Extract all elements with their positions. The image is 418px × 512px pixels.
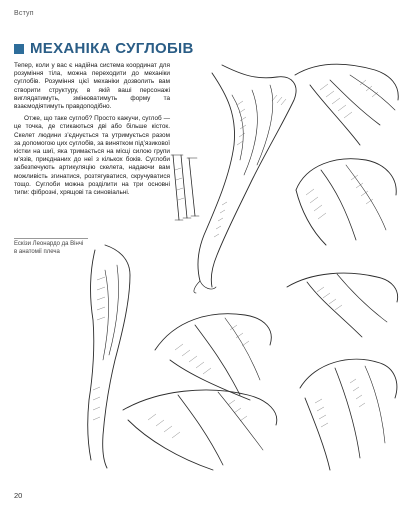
running-head: Вступ (14, 10, 34, 17)
title-row (14, 40, 194, 57)
title-square-marker (14, 44, 24, 54)
paragraph-1: Тепер, коли у вас є надійна система координат для розуміння тіла, можна переходити до механіки суглобів. Розуміння цієї механіки дозволить вам створити структуру, в якій ваші персонажі виглядатимуть, змінюватимуть форму та взаємодіятимуть правдоподібно. (14, 62, 170, 111)
page-title: МЕХАНІКА СУГЛОБІВ (30, 40, 194, 57)
sketch-shoulder-bottom-center (118, 380, 288, 475)
sketch-shoulder-top-right (290, 55, 405, 150)
sketch-small-bones (165, 150, 205, 230)
figure-caption: Ескізи Леонардо да Вінчі в анатомії плеча (14, 238, 88, 256)
body-text (14, 62, 170, 201)
sketch-shoulder-right-middle (282, 262, 404, 342)
sketch-shoulder-bottom-right (290, 348, 402, 473)
page-number: 20 (14, 491, 23, 500)
paragraph-2: Отже, що таке суглоб? Просто кажучи, суглоб — це точка, де стикаються дві або більше кісток. Скелет людини з’єднується та утримується разом за допомогою цих суглобів, за винятком під’язикової кістки на шиї, яка тримається на місці силою групи м’язів, приєднаних до неї з кількох боків. Суглоби забезпечують артикуляцію скелета, надаючи вам можливість згинатися, розтягуватися, скручуватися тощо. Суглоби можна розділити на три основні типи: фіброзні, хрящові та синовіальні. (14, 115, 170, 197)
sketch-shoulder-middle-right (286, 150, 406, 250)
